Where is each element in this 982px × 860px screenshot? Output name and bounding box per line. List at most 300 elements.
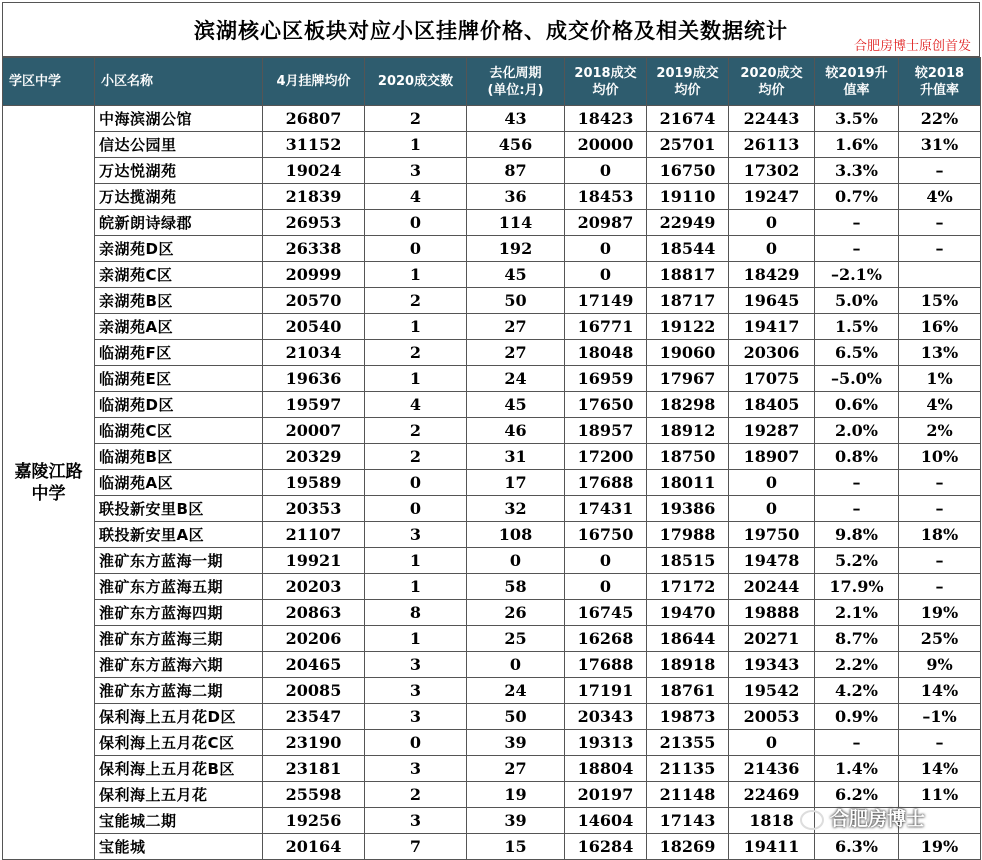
price-2019-cell: 17967	[647, 366, 729, 392]
growth-vs-2019-cell: –	[815, 496, 899, 522]
price-2019-cell: 16750	[647, 158, 729, 184]
sell-through-cell: 456	[467, 132, 565, 158]
price-2020-cell: 19411	[729, 834, 815, 860]
price-2018-cell: 18453	[565, 184, 647, 210]
sell-through-cell: 192	[467, 236, 565, 262]
deals-2020-cell: 3	[365, 652, 467, 678]
sell-through-cell: 19	[467, 782, 565, 808]
deals-2020-cell: 3	[365, 678, 467, 704]
deals-2020-cell: 0	[365, 730, 467, 756]
growth-vs-2018-cell: –	[899, 210, 981, 236]
listing-price-cell: 23181	[263, 756, 365, 782]
community-name-cell: 临湖苑F区	[95, 340, 263, 366]
community-name-cell: 保利海上五月花B区	[95, 756, 263, 782]
header-growth-vs-2018: 较2018 升值率	[899, 58, 981, 106]
table-row	[3, 600, 981, 626]
sell-through-cell: 27	[467, 340, 565, 366]
price-2018-cell: 17149	[565, 288, 647, 314]
deals-2020-cell: 1	[365, 262, 467, 288]
growth-vs-2019-cell: 1.4%	[815, 756, 899, 782]
price-2018-cell: 20987	[565, 210, 647, 236]
listing-price-cell: 20007	[263, 418, 365, 444]
price-2019-cell: 21135	[647, 756, 729, 782]
deals-2020-cell: 0	[365, 470, 467, 496]
community-name-cell: 临湖苑C区	[95, 418, 263, 444]
price-2020-cell: 21436	[729, 756, 815, 782]
growth-vs-2018-cell: 31%	[899, 132, 981, 158]
price-2020-cell: 0	[729, 236, 815, 262]
deals-2020-cell: 0	[365, 496, 467, 522]
price-2020-cell: 18405	[729, 392, 815, 418]
table-row	[3, 470, 981, 496]
growth-vs-2018-cell: –	[899, 574, 981, 600]
price-2018-cell: 0	[565, 548, 647, 574]
price-2018-cell: 18957	[565, 418, 647, 444]
deals-2020-cell: 3	[365, 756, 467, 782]
growth-vs-2018-cell: –	[899, 548, 981, 574]
deals-2020-cell: 1	[365, 314, 467, 340]
table-row	[3, 288, 981, 314]
growth-vs-2019-cell: 5.2%	[815, 548, 899, 574]
price-2020-cell: 20244	[729, 574, 815, 600]
community-name-cell: 淮矿东方蓝海六期	[95, 652, 263, 678]
growth-vs-2019-cell: 1.6%	[815, 132, 899, 158]
deals-2020-cell: 4	[365, 392, 467, 418]
sell-through-cell: 24	[467, 366, 565, 392]
price-2019-cell: 17172	[647, 574, 729, 600]
price-2020-cell: 19478	[729, 548, 815, 574]
sell-through-cell: 39	[467, 730, 565, 756]
growth-vs-2019-cell: 17.9%	[815, 574, 899, 600]
community-name-cell: 亲湖苑A区	[95, 314, 263, 340]
growth-vs-2019-cell: –2.1%	[815, 262, 899, 288]
table-row	[3, 418, 981, 444]
sell-through-cell: 0	[467, 652, 565, 678]
community-name-cell: 保利海上五月花D区	[95, 704, 263, 730]
listing-price-cell: 21839	[263, 184, 365, 210]
growth-vs-2019-cell: 9.8%	[815, 522, 899, 548]
price-2018-cell: 20197	[565, 782, 647, 808]
growth-vs-2018-cell: 11%	[899, 782, 981, 808]
deals-2020-cell: 1	[365, 626, 467, 652]
deals-2020-cell: 2	[365, 782, 467, 808]
price-2019-cell: 18761	[647, 678, 729, 704]
sell-through-cell: 45	[467, 392, 565, 418]
sell-through-cell: 45	[467, 262, 565, 288]
price-2020-cell: 26113	[729, 132, 815, 158]
growth-vs-2019-cell: 0.6%	[815, 392, 899, 418]
sell-through-cell: 50	[467, 288, 565, 314]
deals-2020-cell: 2	[365, 340, 467, 366]
price-2020-cell: 19645	[729, 288, 815, 314]
table-body	[3, 106, 981, 860]
growth-vs-2018-cell: –	[899, 470, 981, 496]
community-name-cell: 联投新安里A区	[95, 522, 263, 548]
price-2020-cell: 19417	[729, 314, 815, 340]
deals-2020-cell: 2	[365, 418, 467, 444]
growth-vs-2019-cell: 6.3%	[815, 834, 899, 860]
table-row	[3, 262, 981, 288]
deals-2020-cell: 3	[365, 808, 467, 834]
table-row	[3, 158, 981, 184]
sell-through-cell: 43	[467, 106, 565, 132]
price-2019-cell: 18918	[647, 652, 729, 678]
listing-price-cell: 20540	[263, 314, 365, 340]
growth-vs-2018-cell: 13%	[899, 340, 981, 366]
price-2020-cell: 19343	[729, 652, 815, 678]
sell-through-cell: 24	[467, 678, 565, 704]
sell-through-cell: 58	[467, 574, 565, 600]
price-2020-cell: 0	[729, 470, 815, 496]
growth-vs-2018-cell: 19%	[899, 600, 981, 626]
header-deals-2020: 2020成交数	[365, 58, 467, 106]
deals-2020-cell: 1	[365, 132, 467, 158]
price-2018-cell: 0	[565, 574, 647, 600]
listing-price-cell: 20353	[263, 496, 365, 522]
price-2018-cell: 0	[565, 236, 647, 262]
community-name-cell: 亲湖苑B区	[95, 288, 263, 314]
price-2018-cell: 16268	[565, 626, 647, 652]
sell-through-cell: 15	[467, 834, 565, 860]
growth-vs-2019-cell: 0.9%	[815, 704, 899, 730]
deals-2020-cell: 2	[365, 106, 467, 132]
listing-price-cell: 26807	[263, 106, 365, 132]
price-2019-cell: 21674	[647, 106, 729, 132]
listing-price-cell: 20085	[263, 678, 365, 704]
listing-price-cell: 19636	[263, 366, 365, 392]
price-2018-cell: 0	[565, 262, 647, 288]
growth-vs-2019-cell: 6.5%	[815, 340, 899, 366]
listing-price-cell: 23190	[263, 730, 365, 756]
price-2020-cell: 18429	[729, 262, 815, 288]
price-table	[2, 57, 981, 860]
listing-price-cell: 26338	[263, 236, 365, 262]
price-2020-cell: 1818	[729, 808, 815, 834]
header-listing-price: 4月挂牌均价	[263, 58, 365, 106]
sell-through-cell: 17	[467, 470, 565, 496]
community-name-cell: 皖新朗诗绿郡	[95, 210, 263, 236]
listing-price-cell: 31152	[263, 132, 365, 158]
price-2018-cell: 17431	[565, 496, 647, 522]
community-name-cell: 保利海上五月花C区	[95, 730, 263, 756]
price-2019-cell: 19470	[647, 600, 729, 626]
listing-price-cell: 19597	[263, 392, 365, 418]
growth-vs-2018-cell: –	[899, 730, 981, 756]
price-2020-cell: 20271	[729, 626, 815, 652]
price-2018-cell: 16771	[565, 314, 647, 340]
price-2019-cell: 22949	[647, 210, 729, 236]
sell-through-cell: 50	[467, 704, 565, 730]
price-2019-cell: 18011	[647, 470, 729, 496]
growth-vs-2018-cell: 1%	[899, 366, 981, 392]
growth-vs-2018-cell: 9%	[899, 652, 981, 678]
credit-label: 合肥房博士原创首发	[853, 39, 971, 54]
table-title: 滨湖核心区板块对应小区挂牌价格、成交价格及相关数据统计	[194, 19, 788, 43]
sell-through-cell: 27	[467, 756, 565, 782]
price-2020-cell: 20053	[729, 704, 815, 730]
price-2018-cell: 20343	[565, 704, 647, 730]
listing-price-cell: 20164	[263, 834, 365, 860]
growth-vs-2019-cell: 4.2%	[815, 678, 899, 704]
price-2018-cell: 16745	[565, 600, 647, 626]
watermark	[800, 804, 925, 831]
price-2018-cell: 18048	[565, 340, 647, 366]
growth-vs-2018-cell: 10%	[899, 444, 981, 470]
price-2018-cell: 19313	[565, 730, 647, 756]
growth-vs-2018-cell: 14%	[899, 678, 981, 704]
table-row	[3, 132, 981, 158]
sell-through-cell: 31	[467, 444, 565, 470]
community-name-cell: 保利海上五月花	[95, 782, 263, 808]
price-2019-cell: 17143	[647, 808, 729, 834]
header-price-2019: 2019成交 均价	[647, 58, 729, 106]
table-row	[3, 522, 981, 548]
community-name-cell: 淮矿东方蓝海五期	[95, 574, 263, 600]
growth-vs-2018-cell: 25%	[899, 626, 981, 652]
listing-price-cell: 20465	[263, 652, 365, 678]
growth-vs-2019-cell: –	[815, 730, 899, 756]
deals-2020-cell: 3	[365, 522, 467, 548]
community-name-cell: 万达悦湖苑	[95, 158, 263, 184]
growth-vs-2018-cell: 4%	[899, 392, 981, 418]
listing-price-cell: 21034	[263, 340, 365, 366]
price-2019-cell: 19873	[647, 704, 729, 730]
price-2020-cell: 22443	[729, 106, 815, 132]
price-2019-cell: 18515	[647, 548, 729, 574]
table-row	[3, 834, 981, 860]
community-name-cell: 临湖苑D区	[95, 392, 263, 418]
growth-vs-2019-cell: 2.0%	[815, 418, 899, 444]
growth-vs-2019-cell: 2.1%	[815, 600, 899, 626]
listing-price-cell: 20206	[263, 626, 365, 652]
sell-through-cell: 32	[467, 496, 565, 522]
price-2020-cell: 17075	[729, 366, 815, 392]
deals-2020-cell: 1	[365, 366, 467, 392]
growth-vs-2019-cell: 0.8%	[815, 444, 899, 470]
community-name-cell: 亲湖苑D区	[95, 236, 263, 262]
deals-2020-cell: 0	[365, 236, 467, 262]
price-2020-cell: 0	[729, 730, 815, 756]
header-growth-vs-2019: 较2019升 值率	[815, 58, 899, 106]
deals-2020-cell: 3	[365, 704, 467, 730]
price-2018-cell: 17191	[565, 678, 647, 704]
price-2018-cell: 17200	[565, 444, 647, 470]
deals-2020-cell: 2	[365, 444, 467, 470]
growth-vs-2019-cell: 1.5%	[815, 314, 899, 340]
header-sell-through: 去化周期 (单位:月)	[467, 58, 565, 106]
table-row	[3, 392, 981, 418]
header-price-2020: 2020成交 均价	[729, 58, 815, 106]
price-2020-cell: 18907	[729, 444, 815, 470]
price-2020-cell: 19542	[729, 678, 815, 704]
school-cell: 嘉陵江路 中学	[3, 106, 95, 860]
community-name-cell: 宝能城	[95, 834, 263, 860]
listing-price-cell: 20999	[263, 262, 365, 288]
table-row	[3, 730, 981, 756]
listing-price-cell: 25598	[263, 782, 365, 808]
table-row	[3, 236, 981, 262]
title-row	[2, 2, 980, 57]
community-name-cell: 信达公园里	[95, 132, 263, 158]
price-2018-cell: 18804	[565, 756, 647, 782]
growth-vs-2018-cell: –	[899, 158, 981, 184]
wechat-icon	[800, 810, 824, 830]
growth-vs-2018-cell	[899, 262, 981, 288]
header-row	[3, 58, 981, 106]
growth-vs-2019-cell: –	[815, 236, 899, 262]
price-2019-cell: 19386	[647, 496, 729, 522]
price-2020-cell: 0	[729, 496, 815, 522]
community-name-cell: 联投新安里B区	[95, 496, 263, 522]
table-row	[3, 496, 981, 522]
growth-vs-2019-cell: 0.7%	[815, 184, 899, 210]
growth-vs-2018-cell: –	[899, 236, 981, 262]
price-2018-cell: 17650	[565, 392, 647, 418]
growth-vs-2018-cell: 2%	[899, 418, 981, 444]
price-2019-cell: 18644	[647, 626, 729, 652]
price-2019-cell: 18750	[647, 444, 729, 470]
table-row	[3, 340, 981, 366]
growth-vs-2018-cell: 4%	[899, 184, 981, 210]
price-2019-cell: 18544	[647, 236, 729, 262]
price-2020-cell: 0	[729, 210, 815, 236]
listing-price-cell: 20329	[263, 444, 365, 470]
growth-vs-2018-cell: 22%	[899, 106, 981, 132]
sell-through-cell: 25	[467, 626, 565, 652]
table-row	[3, 626, 981, 652]
listing-price-cell: 19589	[263, 470, 365, 496]
price-2018-cell: 14604	[565, 808, 647, 834]
price-2019-cell: 19110	[647, 184, 729, 210]
growth-vs-2019-cell: –	[815, 210, 899, 236]
price-2020-cell: 17302	[729, 158, 815, 184]
sell-through-cell: 87	[467, 158, 565, 184]
growth-vs-2019-cell: 2.2%	[815, 652, 899, 678]
community-name-cell: 淮矿东方蓝海二期	[95, 678, 263, 704]
sell-through-cell: 0	[467, 548, 565, 574]
growth-vs-2018-cell: 18%	[899, 522, 981, 548]
price-2020-cell: 22469	[729, 782, 815, 808]
listing-price-cell: 26953	[263, 210, 365, 236]
community-name-cell: 宝能城二期	[95, 808, 263, 834]
deals-2020-cell: 3	[365, 158, 467, 184]
spreadsheet	[2, 2, 980, 860]
table-row	[3, 756, 981, 782]
price-2018-cell: 20000	[565, 132, 647, 158]
community-name-cell: 中海滨湖公馆	[95, 106, 263, 132]
growth-vs-2018-cell: 19%	[899, 834, 981, 860]
listing-price-cell: 20863	[263, 600, 365, 626]
price-2018-cell: 16750	[565, 522, 647, 548]
listing-price-cell: 19024	[263, 158, 365, 184]
price-2019-cell: 19122	[647, 314, 729, 340]
price-2019-cell: 18298	[647, 392, 729, 418]
community-name-cell: 淮矿东方蓝海四期	[95, 600, 263, 626]
sell-through-cell: 114	[467, 210, 565, 236]
price-2019-cell: 18269	[647, 834, 729, 860]
community-name-cell: 临湖苑B区	[95, 444, 263, 470]
price-2020-cell: 19247	[729, 184, 815, 210]
growth-vs-2019-cell: 8.7%	[815, 626, 899, 652]
growth-vs-2018-cell: –	[899, 496, 981, 522]
sell-through-cell: 108	[467, 522, 565, 548]
deals-2020-cell: 0	[365, 210, 467, 236]
listing-price-cell: 21107	[263, 522, 365, 548]
table-row	[3, 574, 981, 600]
community-name-cell: 淮矿东方蓝海三期	[95, 626, 263, 652]
growth-vs-2019-cell: 6.2%	[815, 782, 899, 808]
deals-2020-cell: 1	[365, 574, 467, 600]
listing-price-cell: 20570	[263, 288, 365, 314]
price-2019-cell: 18817	[647, 262, 729, 288]
price-2018-cell: 16284	[565, 834, 647, 860]
growth-vs-2019-cell: –	[815, 470, 899, 496]
price-2019-cell: 18912	[647, 418, 729, 444]
community-name-cell: 临湖苑E区	[95, 366, 263, 392]
price-2018-cell: 0	[565, 158, 647, 184]
table-row	[3, 704, 981, 730]
table-row	[3, 184, 981, 210]
price-2020-cell: 19287	[729, 418, 815, 444]
sell-through-cell: 27	[467, 314, 565, 340]
price-2019-cell: 17988	[647, 522, 729, 548]
growth-vs-2018-cell: 16%	[899, 314, 981, 340]
sell-through-cell: 26	[467, 600, 565, 626]
table-row	[3, 106, 981, 132]
table-row	[3, 366, 981, 392]
table-row	[3, 652, 981, 678]
table-row	[3, 210, 981, 236]
sell-through-cell: 39	[467, 808, 565, 834]
listing-price-cell: 19256	[263, 808, 365, 834]
header-school: 学区中学	[3, 58, 95, 106]
community-name-cell: 淮矿东方蓝海一期	[95, 548, 263, 574]
price-2020-cell: 19750	[729, 522, 815, 548]
table-row	[3, 678, 981, 704]
growth-vs-2019-cell: 5.0%	[815, 288, 899, 314]
price-2018-cell: 17688	[565, 652, 647, 678]
growth-vs-2019-cell: 3.5%	[815, 106, 899, 132]
deals-2020-cell: 4	[365, 184, 467, 210]
growth-vs-2018-cell: –1%	[899, 704, 981, 730]
deals-2020-cell: 8	[365, 600, 467, 626]
price-2019-cell: 25701	[647, 132, 729, 158]
price-2019-cell: 21148	[647, 782, 729, 808]
price-2019-cell: 18717	[647, 288, 729, 314]
sell-through-cell: 36	[467, 184, 565, 210]
deals-2020-cell: 1	[365, 548, 467, 574]
price-2018-cell: 17688	[565, 470, 647, 496]
community-name-cell: 临湖苑A区	[95, 470, 263, 496]
table-row	[3, 314, 981, 340]
deals-2020-cell: 2	[365, 288, 467, 314]
growth-vs-2019-cell: 3.3%	[815, 158, 899, 184]
table-row	[3, 548, 981, 574]
price-2018-cell: 16959	[565, 366, 647, 392]
price-2020-cell: 20306	[729, 340, 815, 366]
price-2018-cell: 18423	[565, 106, 647, 132]
price-2019-cell: 19060	[647, 340, 729, 366]
deals-2020-cell: 7	[365, 834, 467, 860]
listing-price-cell: 23547	[263, 704, 365, 730]
listing-price-cell: 19921	[263, 548, 365, 574]
price-2019-cell: 21355	[647, 730, 729, 756]
price-2020-cell: 19888	[729, 600, 815, 626]
header-price-2018: 2018成交 均价	[565, 58, 647, 106]
header-community: 小区名称	[95, 58, 263, 106]
watermark-text: 合肥房博士	[830, 808, 926, 830]
growth-vs-2019-cell: –5.0%	[815, 366, 899, 392]
